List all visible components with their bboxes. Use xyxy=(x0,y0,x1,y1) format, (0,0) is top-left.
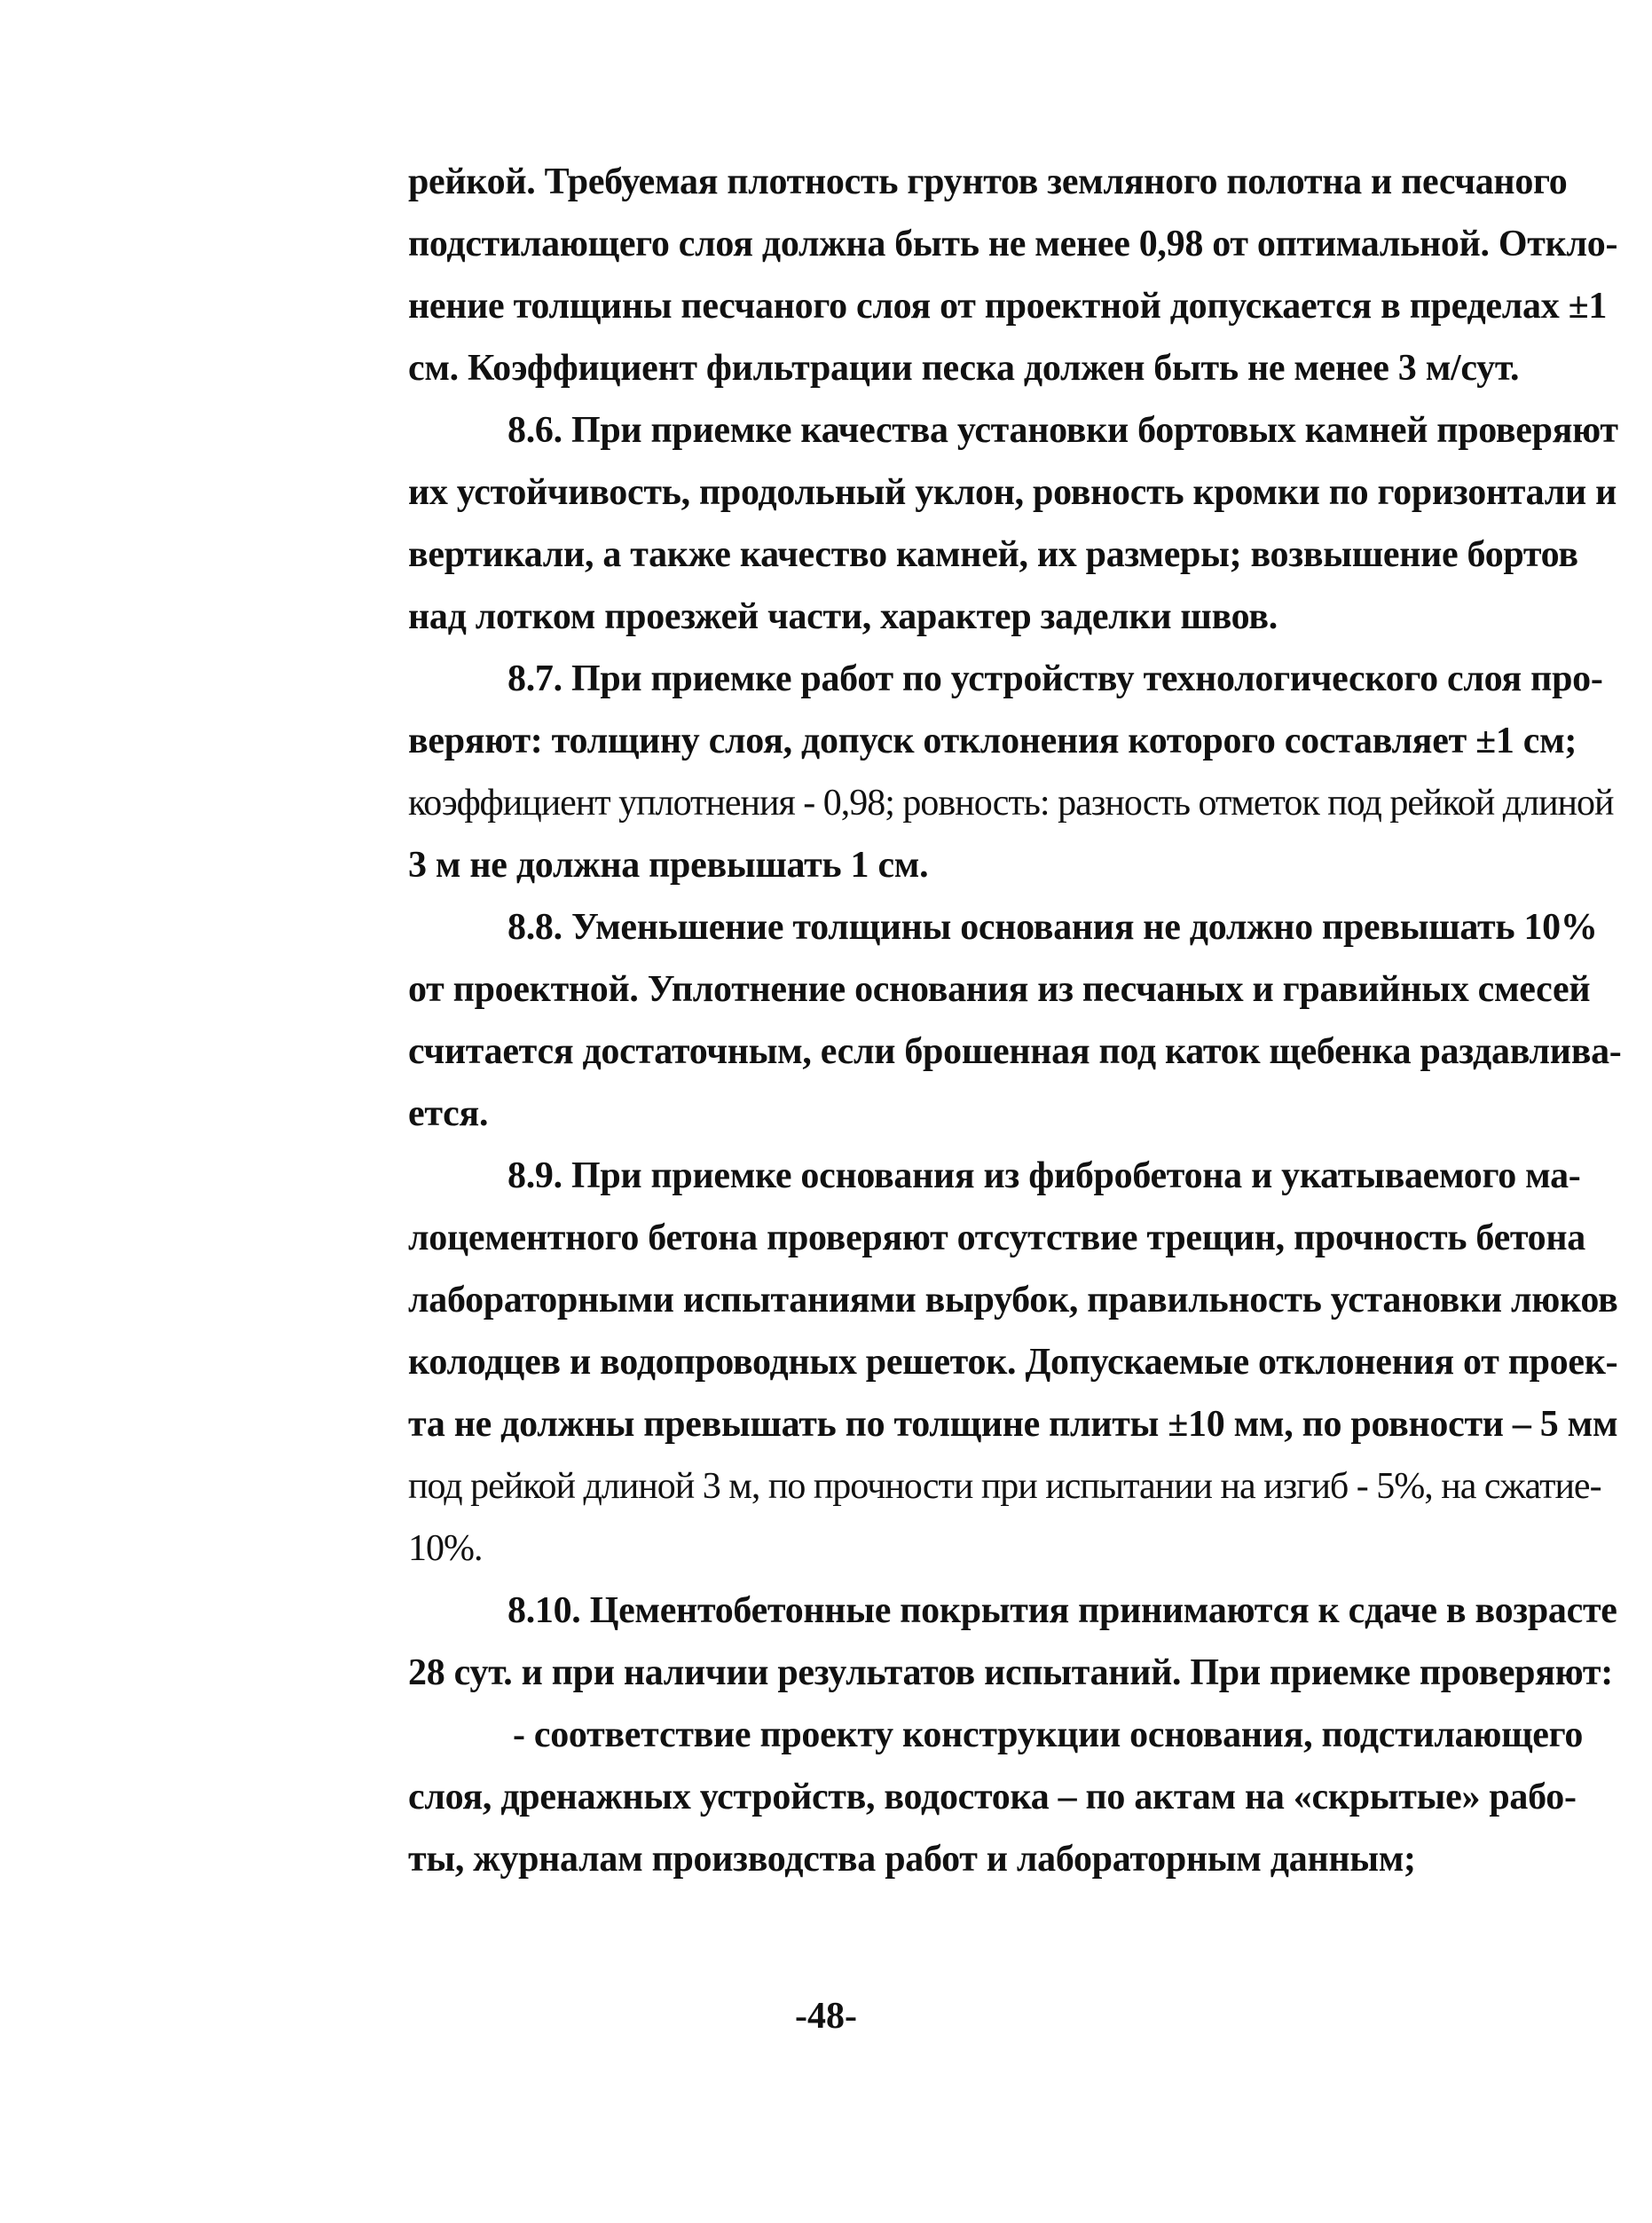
text-line: рейкой. Требуемая плотность грунтов земляного полотна и песчаного xyxy=(408,162,1568,202)
text-line: веряют: толщину слоя, допуск отклонения которого составляет ±1 см; xyxy=(408,721,1577,761)
text-line: лоцементного бетона проверяют отсутствие трещин, прочность бетона xyxy=(408,1218,1585,1258)
text-line: 8.9. При приемке основания из фибробетона и укатываемого ма- xyxy=(507,1155,1581,1196)
text-line: колодцев и водопроводных решеток. Допускаемые отклонения от проек- xyxy=(408,1342,1618,1383)
text-line: 3 м не должна превышать 1 см. xyxy=(408,845,929,886)
text-line: 28 сут. и при наличии результатов испытаний. При приемке проверяют: xyxy=(408,1652,1613,1693)
text-line: от проектной. Уплотнение основания из песчаных и гравийных смесей xyxy=(408,969,1591,1010)
text-line: подстилающего слоя должна быть не менее 0,98 от оптимальной. Откло- xyxy=(408,224,1618,264)
body-text xyxy=(408,151,1622,1890)
text-line: ты, журналам производства работ и лабораторным данным; xyxy=(408,1839,1416,1880)
text-line: та не должны превышать по толщине плиты ±10 мм, по ровности – 5 мм xyxy=(408,1404,1618,1445)
text-line: 8.7. При приемке работ по устройству технологического слоя про- xyxy=(507,658,1603,699)
page-number: -48- xyxy=(795,1996,857,2037)
text-line: их устойчивость, продольный уклон, ровность кромки по горизонтали и xyxy=(408,472,1617,513)
text-line: 10%. xyxy=(408,1528,483,1569)
text-line: слоя, дренажных устройств, водостока – по актам на «скрытые» рабо- xyxy=(408,1777,1577,1817)
text-line: см. Коэффициент фильтрации песка должен быть не менее 3 м/сут. xyxy=(408,348,1520,389)
text-line: считается достаточным, если брошенная под каток щебенка раздавлива- xyxy=(408,1031,1622,1072)
text-line: под рейкой длиной 3 м, по прочности при испытании на изгиб - 5%, на сжатие- xyxy=(408,1466,1601,1507)
text-line: 8.6. При приемке качества установки бортовых камней проверяют xyxy=(507,410,1618,451)
text-line: вертикали, а также качество камней, их размеры; возвышение бортов xyxy=(408,534,1578,575)
text-line: коэффициент уплотнения - 0,98; ровность: разность отметок под рейкой длиной xyxy=(408,783,1614,824)
text-line: - соответствие проекту конструкции основания, подстилающего xyxy=(513,1715,1584,1755)
text-line: 8.8. Уменьшение толщины основания не должно превышать 10% xyxy=(507,907,1598,948)
text-line: над лотком проезжей части, характер заделки швов. xyxy=(408,596,1278,637)
text-line: ется. xyxy=(408,1093,489,1134)
text-line: лабораторными испытаниями вырубок, правильность установки люков xyxy=(408,1280,1618,1320)
text-line: 8.10. Цементобетонные покрытия принимаются к сдаче в возрасте xyxy=(507,1590,1617,1631)
text-line: нение толщины песчаного слоя от проектной допускается в пределах ±1 xyxy=(408,286,1608,327)
